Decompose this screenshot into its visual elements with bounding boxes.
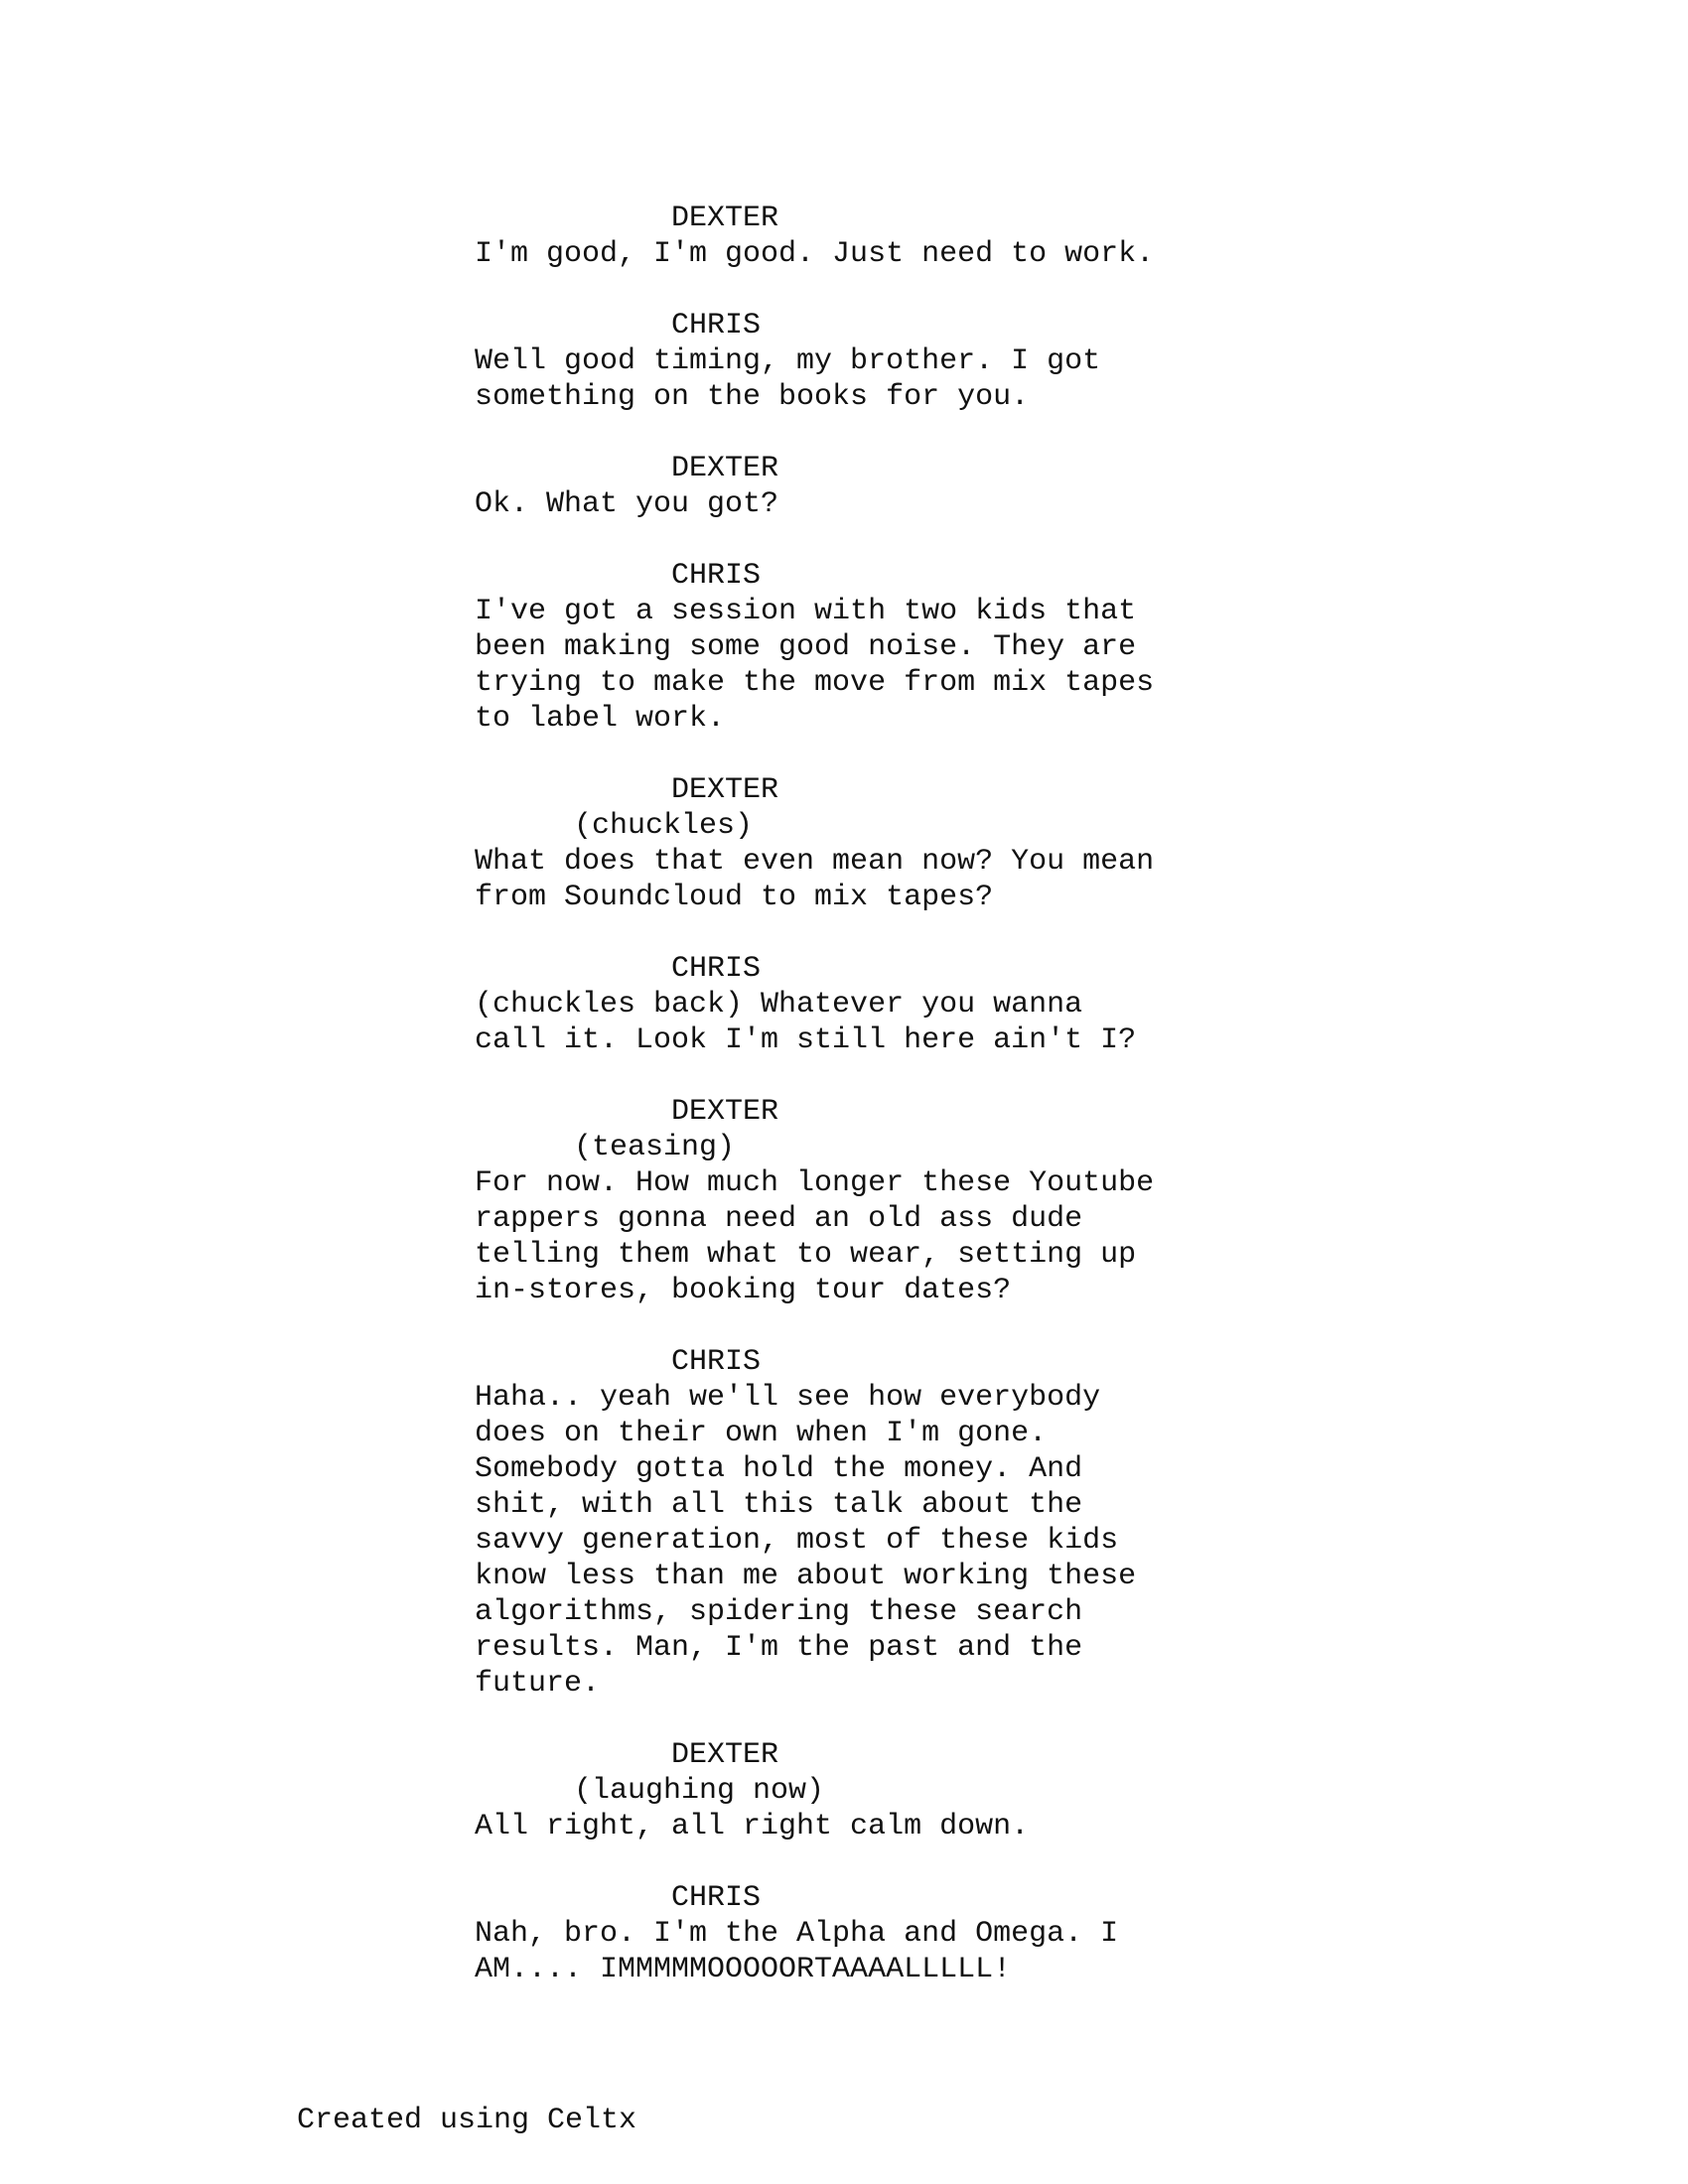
dialogue-line: Haha.. yeah we'll see how everybody	[475, 1381, 1101, 1415]
character-name: CHRIS	[671, 559, 762, 593]
dialogue-line: future.	[475, 1667, 601, 1701]
dialogue-line: savvy generation, most of these kids	[475, 1524, 1119, 1558]
parenthetical: (teasing)	[574, 1131, 736, 1164]
dialogue-line: been making some good noise. They are	[475, 630, 1137, 664]
footer-credit: Created using Celtx	[297, 2104, 637, 2137]
dialogue-line: results. Man, I'm the past and the	[475, 1631, 1083, 1665]
character-name: DEXTER	[671, 1738, 779, 1772]
dialogue-line: Well good timing, my brother. I got	[475, 344, 1101, 378]
dialogue-line: shit, with all this talk about the	[475, 1488, 1083, 1522]
parenthetical: (laughing now)	[574, 1774, 825, 1808]
dialogue-line: What does that even mean now? You mean	[475, 845, 1155, 879]
dialogue-block	[475, 772, 1368, 915]
dialogue-block	[475, 1737, 1368, 1844]
dialogue-line: All right, all right calm down.	[475, 1810, 1030, 1843]
dialogue-line: know less than me about working these	[475, 1560, 1137, 1593]
dialogue-line: something on the books for you.	[475, 380, 1030, 414]
dialogue-line: rappers gonna need an old ass dude	[475, 1202, 1083, 1236]
dialogue-block	[475, 451, 1368, 522]
character-name: DEXTER	[671, 1095, 779, 1129]
character-name: CHRIS	[671, 952, 762, 986]
character-name: CHRIS	[671, 1345, 762, 1379]
dialogue-block	[475, 308, 1368, 415]
character-name: DEXTER	[671, 452, 779, 485]
dialogue-line: algorithms, spidering these search	[475, 1595, 1083, 1629]
dialogue-line: call it. Look I'm still here ain't I?	[475, 1024, 1137, 1057]
dialogue-line: AM.... IMMMMMOOOOORTAAAALLLLL!	[475, 1953, 1012, 1986]
dialogue-block	[475, 1880, 1368, 1987]
character-name: DEXTER	[671, 773, 779, 807]
dialogue-line: from Soundcloud to mix tapes?	[475, 881, 994, 914]
dialogue-line: I'm good, I'm good. Just need to work.	[475, 237, 1155, 271]
dialogue-block	[475, 1094, 1368, 1308]
character-name: DEXTER	[671, 202, 779, 235]
dialogue-block	[475, 558, 1368, 737]
dialogue-line: Somebody gotta hold the money. And	[475, 1452, 1083, 1486]
dialogue-line: trying to make the move from mix tapes	[475, 666, 1155, 700]
character-name: CHRIS	[671, 309, 762, 342]
dialogue-block	[475, 951, 1368, 1058]
dialogue-line: Ok. What you got?	[475, 487, 779, 521]
script-body	[475, 201, 1368, 2023]
dialogue-line: (chuckles back) Whatever you wanna	[475, 988, 1083, 1022]
dialogue-line: Nah, bro. I'm the Alpha and Omega. I	[475, 1917, 1119, 1951]
dialogue-line: I've got a session with two kids that	[475, 595, 1137, 628]
dialogue-line: to label work.	[475, 702, 726, 736]
dialogue-block	[475, 1344, 1368, 1702]
parenthetical: (chuckles)	[574, 809, 754, 843]
dialogue-block	[475, 201, 1368, 272]
dialogue-line: telling them what to wear, setting up	[475, 1238, 1137, 1272]
character-name: CHRIS	[671, 1881, 762, 1915]
dialogue-line: does on their own when I'm gone.	[475, 1417, 1048, 1450]
dialogue-line: For now. How much longer these Youtube	[475, 1166, 1155, 1200]
dialogue-line: in-stores, booking tour dates?	[475, 1274, 1012, 1307]
